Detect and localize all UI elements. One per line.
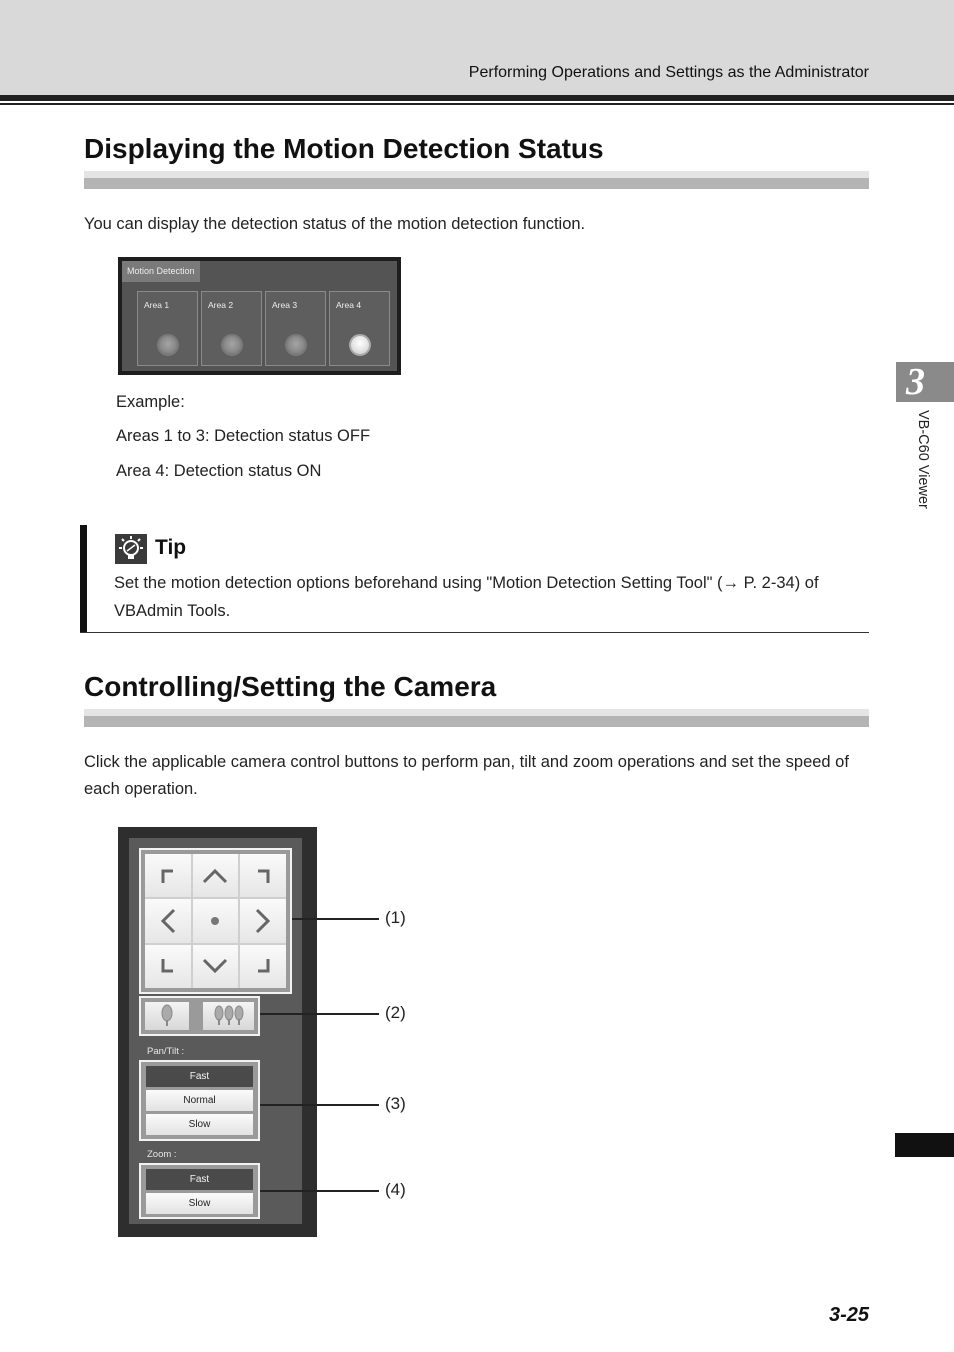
zoom-speed-fast[interactable]: Fast [146, 1169, 253, 1190]
tip-bottom-rule [80, 632, 869, 633]
heading-underline-bar [84, 171, 869, 189]
corner-up-left-icon [159, 867, 177, 885]
motion-area-4 [329, 291, 390, 366]
corner-down-right-icon [254, 957, 272, 975]
chevron-up-icon [202, 867, 228, 885]
motion-area-2 [201, 291, 262, 366]
pan-tilt-speed-slow[interactable]: Slow [146, 1114, 253, 1135]
zoom-buttons [139, 996, 260, 1036]
zoom-out-button[interactable] [203, 1002, 254, 1030]
index-edge-tab [895, 1133, 954, 1157]
pan-tilt-speed-selector [139, 1060, 260, 1141]
section-intro-motion: You can display the detection status of the motion detection function. [84, 215, 586, 233]
section-heading-camera-control: Controlling/Setting the Camera [84, 671, 497, 702]
pan-tilt-pad [139, 848, 292, 994]
pan-right-button[interactable] [240, 899, 286, 942]
tilt-up-button[interactable] [193, 854, 239, 897]
area-label: Area 2 [208, 300, 234, 310]
pan-down-left-button[interactable] [145, 945, 191, 988]
zoom-speed-label: Zoom : [147, 1149, 177, 1160]
tilt-down-button[interactable] [193, 945, 239, 988]
status-indicator-off-icon [285, 334, 307, 356]
zoom-speed-selector [139, 1163, 260, 1219]
header-rule-thin [0, 103, 954, 105]
area-label: Area 1 [144, 300, 170, 310]
chevron-left-icon [159, 908, 177, 934]
lightbulb-icon [115, 534, 147, 564]
pan-down-right-button[interactable] [240, 945, 286, 988]
chapter-tab [896, 362, 954, 402]
running-header: Performing Operations and Settings as the Administrator [468, 64, 869, 81]
chevron-down-icon [202, 957, 228, 975]
callout-leader-3 [260, 1104, 379, 1106]
multiple-trees-icon [213, 1005, 245, 1027]
home-position-button[interactable] [193, 899, 239, 942]
area-label: Area 4 [336, 300, 362, 310]
section-intro-camera: Click the applicable camera control buttons to perform pan, tilt and zoom operations and set the speed of each operation. [84, 753, 849, 798]
heading-underline-bar [84, 709, 869, 727]
motion-area-1 [137, 291, 198, 366]
callout-label-1: (1) [385, 908, 406, 927]
tip-text: Set the motion detection options beforehand using "Motion Detection Setting Tool" (→ P. 2-34) of VBAdmin Tools. [114, 574, 819, 620]
pan-up-right-button[interactable] [240, 854, 286, 897]
example-line-2: Areas 1 to 3: Detection status OFF [116, 427, 371, 445]
motion-detection-tab: Motion Detection [122, 261, 200, 282]
tip-side-bar [80, 525, 87, 633]
example-line-3: Area 4: Detection status ON [116, 462, 322, 480]
callout-label-4: (4) [385, 1180, 406, 1199]
pan-tilt-speed-label: Pan/Tilt : [147, 1046, 185, 1057]
page-number: 3-25 [828, 1304, 869, 1326]
motion-detection-widget [118, 257, 401, 375]
corner-up-right-icon [254, 867, 272, 885]
callout-leader-1 [292, 918, 379, 920]
status-indicator-on-icon [349, 334, 371, 356]
single-tree-icon [160, 1004, 174, 1028]
pan-tilt-speed-normal[interactable]: Normal [146, 1090, 253, 1111]
status-indicator-off-icon [221, 334, 243, 356]
zoom-in-button[interactable] [145, 1002, 189, 1030]
tip-label: Tip [155, 536, 187, 559]
callout-label-2: (2) [385, 1003, 406, 1022]
corner-down-left-icon [159, 957, 177, 975]
callout-leader-4 [260, 1190, 379, 1192]
section-heading-motion-detection: Displaying the Motion Detection Status [84, 133, 604, 164]
motion-area-3 [265, 291, 326, 366]
pan-left-button[interactable] [145, 899, 191, 942]
callout-label-3: (3) [385, 1094, 406, 1113]
pan-tilt-speed-fast[interactable]: Fast [146, 1066, 253, 1087]
chapter-number: 3 [906, 361, 925, 403]
status-indicator-off-icon [157, 334, 179, 356]
zoom-speed-slow[interactable]: Slow [146, 1193, 253, 1214]
area-label: Area 3 [272, 300, 298, 310]
chapter-title: VB-C60 Viewer [915, 410, 931, 509]
pan-up-left-button[interactable] [145, 854, 191, 897]
callout-leader-2 [260, 1013, 379, 1015]
chevron-right-icon [254, 908, 272, 934]
camera-control-panel [118, 827, 317, 1237]
example-line-1: Example: [116, 393, 185, 411]
center-dot-icon [209, 915, 221, 927]
header-rule-thick [0, 95, 954, 101]
